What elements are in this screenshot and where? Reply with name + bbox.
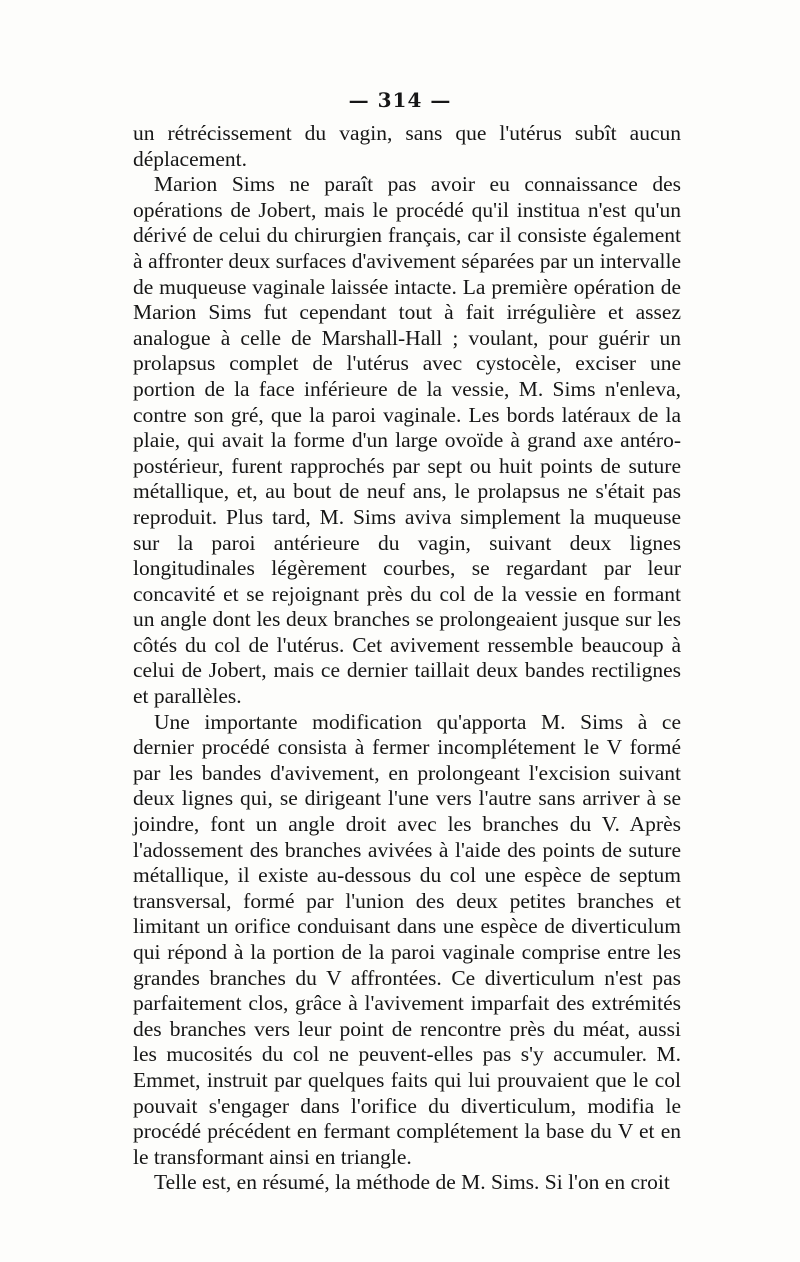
body-text: [133, 121, 681, 1196]
page-number: — 314 —: [348, 88, 452, 112]
paragraph: Marion Sims ne paraît pas avoir eu connaissance des opérations de Jobert, mais le procédé qu'il institua n'est qu'un dérivé de celui du chirurgien français, car il consiste également à affronter deux surfaces d'avivement séparées par un intervalle de muqueuse vaginale laissée intacte. La première opération de Marion Sims fut cependant tout à fait irrégulière et assez analogue à celle de Marshall-Hall ; voulant, pour guérir un prolapsus complet de l'utérus avec cystocèle, exciser une portion de la face inférieure de la vessie, M. Sims n'enleva, contre son gré, que la paroi vaginale. Les bords latéraux de la plaie, qui avait la forme d'un large ovoïde à grand axe antéro-postérieur, furent rapprochés par sept ou huit points de suture métallique, et, au bout de neuf ans, le prolapsus ne s'était pas reproduit. Plus tard, M. Sims aviva simplement la muqueuse sur la paroi antérieure du vagin, suivant deux lignes longitudinales légèrement courbes, se regardant par leur concavité et se rejoignant près du col de la vessie en formant un angle dont les deux branches se prolongeaient jusque sur les côtés du col de l'utérus. Cet avivement ressemble beaucoup à celui de Jobert, mais ce dernier taillait deux bandes rectilignes et parallèles.: [133, 172, 681, 709]
paragraph: un rétrécissement du vagin, sans que l'utérus subît aucun déplacement.: [133, 121, 681, 171]
paragraph: Telle est, en résumé, la méthode de M. Sims. Si l'on en croit: [154, 1170, 670, 1195]
paragraph: Une importante modification qu'apporta M. Sims à ce dernier procédé consista à fermer incomplétement le V formé par les bandes d'avivement, en prolongeant l'excision suivant deux lignes qui, se dirigeant l'une vers l'autre sans arriver à se joindre, font un angle droit avec les branches du V. Après l'adossement des branches avivées à l'aide des points de suture métallique, il existe au-dessous du col une espèce de septum transversal, formé par l'union des deux petites branches et limitant un orifice conduisant dans une espèce de diverticulum qui répond à la portion de la paroi vaginale comprise entre les grandes branches du V affrontées. Ce diverticulum n'est pas parfaitement clos, grâce à l'avivement imparfait des extrémités des branches vers leur point de rencontre près du méat, aussi les mucosités du col ne peuvent-elles pas s'y accumuler. M. Emmet, instruit par quelques faits qui lui prouvaient que le col pouvait s'engager dans l'orifice du diverticulum, modifia le procédé précédent en fermant complétement la base du V et en le transformant ainsi en triangle.: [133, 709, 681, 1169]
